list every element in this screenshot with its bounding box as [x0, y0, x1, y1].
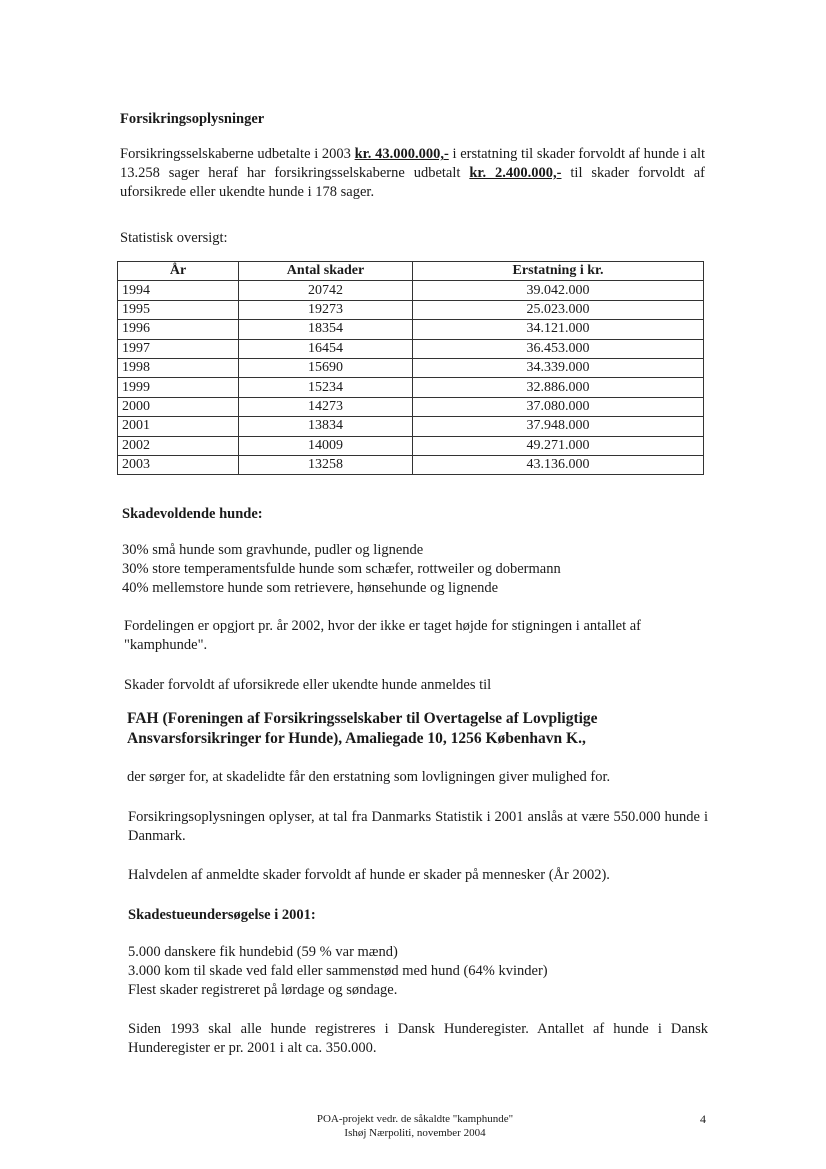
cell-year: 1996 — [118, 320, 239, 339]
distribution-paragraph: Fordelingen er opgjort pr. år 2002, hvor der ikke er taget højde for stigningen i antallet af "kamphunde". — [124, 618, 642, 653]
cell-amount: 36.453.000 — [413, 339, 704, 358]
cell-count: 14009 — [239, 436, 413, 455]
table-row — [118, 358, 704, 377]
cell-amount: 39.042.000 — [413, 281, 704, 300]
table-row — [118, 417, 704, 436]
list-item: 40% mellemstore hunde som retrievere, hønsehunde og lignende — [122, 580, 499, 596]
cell-year: 1998 — [118, 358, 239, 377]
cell-amount: 49.271.000 — [413, 436, 704, 455]
footer-police-line: Ishøj Nærpoliti, november 2004 — [344, 1127, 486, 1139]
dog-list — [122, 541, 707, 598]
cell-amount: 25.023.000 — [413, 300, 704, 319]
cell-year: 2001 — [118, 417, 239, 436]
cell-year: 2003 — [118, 455, 239, 474]
cell-amount: 37.080.000 — [413, 397, 704, 416]
insurance-text-c: i erstatning til skader forvoldt af hunde i alt 13.258 sager heraf har forsikringsselskaberne udbetalt — [120, 146, 706, 181]
cell-year: 2002 — [118, 436, 239, 455]
cell-amount: 43.136.000 — [413, 455, 704, 474]
column-header-year: År — [118, 262, 239, 281]
list-item: 5.000 danskere fik hundebid (59 % var mænd) — [128, 944, 398, 960]
page-footer — [260, 1112, 570, 1140]
register-paragraph: Siden 1993 skal alle hunde registreres i Dansk Hunderegister. Antallet af hunde i Dansk Hunderegister er pr. 2001 i alt ca. 350.000. — [128, 1021, 708, 1056]
section-heading-forsikringsoplysninger: Forsikringsoplysninger — [120, 111, 265, 127]
insurance-amount-total: kr. 43.000.000,- — [354, 146, 449, 162]
cell-count: 13834 — [239, 417, 413, 436]
cell-amount: 34.121.000 — [413, 320, 704, 339]
cell-count: 15234 — [239, 378, 413, 397]
cell-amount: 32.886.000 — [413, 378, 704, 397]
table-row — [118, 339, 704, 358]
cell-count: 16454 — [239, 339, 413, 358]
stats-label: Statistisk oversigt: — [120, 230, 228, 246]
cell-amount: 34.339.000 — [413, 358, 704, 377]
cell-count: 14273 — [239, 397, 413, 416]
table-header-row — [118, 262, 704, 281]
section-heading-dogs: Skadevoldende hunde: — [122, 506, 263, 522]
list-item: Flest skader registreret på lørdage og søndage. — [128, 982, 398, 998]
survey-list — [128, 943, 718, 1000]
insurance-paragraph — [120, 145, 705, 202]
statistics-paragraph: Forsikringsoplysningen oplyser, at tal fra Danmarks Statistik i 2001 anslås at være 550.000 hunde i Danmark. — [128, 809, 708, 844]
table-row — [118, 455, 704, 474]
cell-year: 1995 — [118, 300, 239, 319]
table-row — [118, 320, 704, 339]
list-item: 30% store temperamentsfulde hunde som schæfer, rottweiler og dobermann — [122, 561, 561, 577]
cell-count: 20742 — [239, 281, 413, 300]
compensation-paragraph: der sørger for, at skadelidte får den erstatning som lovligningen giver mulighed for. — [127, 769, 611, 785]
column-header-compensation: Erstatning i kr. — [413, 262, 704, 281]
insurance-amount-uninsured: kr. 2.400.000,- — [469, 165, 562, 181]
cell-amount: 37.948.000 — [413, 417, 704, 436]
footer-project-line: POA-projekt vedr. de såkaldte "kamphunde" — [316, 1113, 514, 1125]
cell-count: 18354 — [239, 320, 413, 339]
statistics-table — [117, 261, 704, 475]
table-row — [118, 378, 704, 397]
table-row — [118, 281, 704, 300]
insurance-text-e: til skader forvoldt af uforsikrede eller ukendte hunde i 178 sager. — [120, 165, 705, 200]
list-item: 3.000 kom til skade ved fald eller sammenstød med hund (64% kvinder) — [128, 963, 548, 979]
half-damages-paragraph: Halvdelen af anmeldte skader forvoldt af hunde er skader på mennesker (År 2002). — [128, 867, 610, 883]
cell-year: 2000 — [118, 397, 239, 416]
list-item: 30% små hunde som gravhunde, pudler og lignende — [122, 542, 424, 558]
cell-count: 15690 — [239, 358, 413, 377]
table-row — [118, 436, 704, 455]
table-row — [118, 300, 704, 319]
column-header-count: Antal skader — [239, 262, 413, 281]
cell-year: 1994 — [118, 281, 239, 300]
page-number: 4 — [700, 1112, 706, 1126]
fah-address: FAH (Foreningen af Forsikringsselskaber til Overtagelse af Lovpligtige Ansvarsforsikringer for Hunde), Amaliegade 10, 1256 København K., — [127, 710, 598, 747]
cell-count: 19273 — [239, 300, 413, 319]
cell-year: 1999 — [118, 378, 239, 397]
report-paragraph: Skader forvoldt af uforsikrede eller ukendte hunde anmeldes til — [124, 677, 492, 693]
insurance-text-a: Forsikringsselskaberne udbetalte i 2003 — [120, 146, 355, 162]
section-heading-survey: Skadestueundersøgelse i 2001: — [128, 907, 316, 923]
cell-year: 1997 — [118, 339, 239, 358]
cell-count: 13258 — [239, 455, 413, 474]
table-row — [118, 397, 704, 416]
